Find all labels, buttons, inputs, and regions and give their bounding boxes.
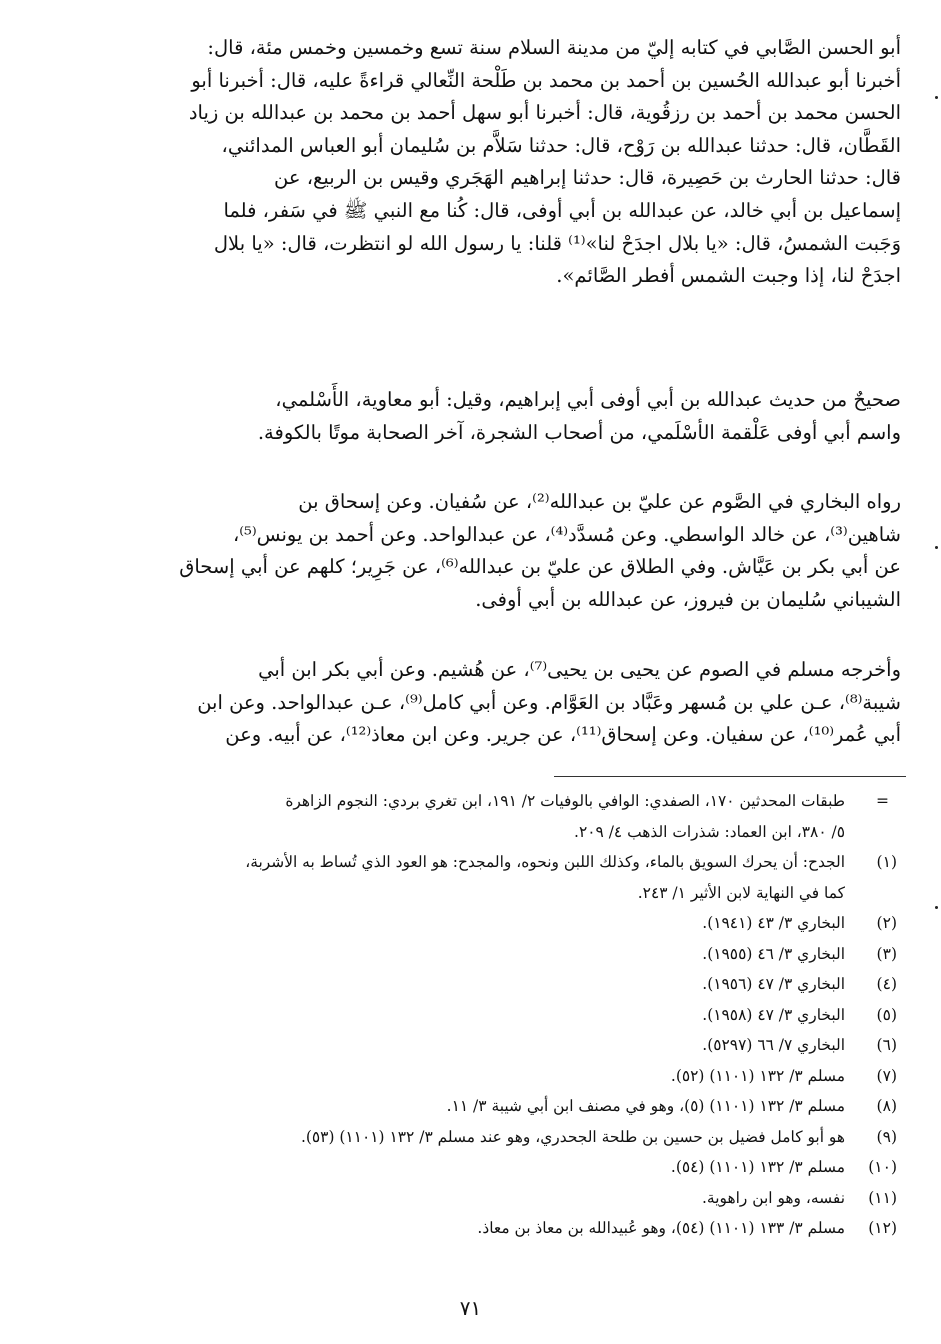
footnote-item — [60, 908, 901, 939]
footnote-text: الجدح: أن يحرك السويق بالماء، وكذلك اللبن ونحوه، والمجدح: هو العود الذي تُساط به الأشربة، — [245, 853, 845, 871]
footnote-item — [60, 1152, 901, 1183]
text-line: عن أبي بكر بن عَيَّاش. وفي الطلاق عن عليّ بن عبدالله⁽⁶⁾، عن جَرِير؛ كلهم عن أبي إسحاق — [179, 555, 901, 579]
paragraph-grading — [95, 384, 901, 449]
footnote-text: نفسه، وهو ابن راهوية. — [702, 1188, 845, 1207]
footnote-text: كما في النهاية لابن الأثير ١/ ٢٤٣. — [637, 883, 845, 902]
scan-speck — [935, 546, 938, 549]
footnote-number: (٣) — [876, 944, 897, 963]
footnote-item — [60, 1061, 901, 1092]
footnote-number: (٩) — [876, 1127, 897, 1146]
footnote-item — [60, 969, 901, 1000]
footnote-text: هو أبو كامل فضيل بن حسين بن طلحة الجحدري، وهو عند مسلم ٣/ ١٣٢ (١١٠١) (٥٣). — [300, 1127, 845, 1146]
footnote-text: البخاري ٣/ ٤٧ (١٩٥٦). — [702, 975, 845, 993]
text-line: الشيباني سُليمان بن فيروز، عن عبدالله بن أبي أوفى. — [475, 587, 901, 611]
text-line: صحيحٌ من حديث عبدالله بن أبي أوفى أبي إبراهيم، وقيل: أبو معاوية، الأَسْلمي، — [275, 388, 901, 411]
footnote-number: (١٠) — [868, 1158, 897, 1176]
footnote-number: (٦) — [876, 1036, 897, 1054]
text-line: الحسن محمد بن أحمد بن رزقُوية، قال: أخبرنا أبو سهل أحمد بن محمد بن عبدالله بن زياد — [188, 101, 901, 125]
footnote-text: البخاري ٣/ ٤٣ (١٩٤١). — [702, 914, 845, 932]
footnote-text: البخاري ٧/ ٦٦ (٥٢٩٧). — [702, 1036, 845, 1054]
text-line: واسم أبي أوفى عَلْقمة الأسْلَمي، من أصحاب الشجرة، آخر الصحابة موتًا بالكوفة. — [257, 420, 901, 444]
footnote-separator — [554, 776, 906, 777]
footnote-number: (١١) — [868, 1188, 897, 1207]
footnote-item — [60, 1183, 901, 1214]
footnote-text: مسلم ٣/ ١٣٣ (١١٠١) (٥٤)، وهو عُبيدالله بن معاذ بن معاذ. — [477, 1219, 845, 1237]
text-line: أبي عُمر⁽¹⁰⁾، عن سفيان. وعن إسحاق⁽¹¹⁾، عن جرير. وعن ابن معاذ⁽¹²⁾، عن أبيه. وعن — [225, 723, 901, 747]
paragraph-isnad — [95, 32, 901, 293]
footnote-number: (١) — [876, 853, 897, 871]
text-line: قال: حدثنا الحارث بن حَصِيرة، قال: حدثنا إبراهيم الهَجَري وقيس بن الربيع، عن — [274, 166, 901, 190]
footnote-item — [60, 939, 901, 970]
text-line: رواه البخاري في الصَّوم عن عليّ بن عبدالله⁽²⁾، عن سُفيان. وعن إسحاق بن — [298, 490, 901, 513]
footnote-text: طبقات المحدثين ١٧٠، الصفدي: الوافي بالوفيات ٢/ ١٩١، ابن تغري بردي: النجوم الزاهرة — [285, 792, 845, 810]
footnote-text: مسلم ٣/ ١٣٢ (١١٠١) (٥٤). — [670, 1158, 845, 1176]
footnote-continuation — [60, 786, 901, 847]
footnote-number: (١٢) — [868, 1219, 897, 1237]
footnote-text: البخاري ٣/ ٤٦ (١٩٥٥). — [702, 944, 845, 963]
footnotes-section — [60, 786, 901, 1244]
text-line: شيبة⁽⁸⁾، عـن علي بن مُسهر وعَبَّاد بن العَوَّام. وعن أبي كامل⁽⁹⁾، عـن عبدالواحد. وعن ابن — [197, 690, 901, 714]
footnote-number: (٥) — [876, 1005, 897, 1024]
text-line: اجدَحْ لنا، إذا وجبت الشمس أفطر الصَّائم». — [556, 264, 901, 288]
footnote-item — [60, 1091, 901, 1122]
page-number: ٧١ — [459, 1296, 482, 1320]
footnote-text: ٥/ ٣٨٠، ابن العماد: شذرات الذهب ٤/ ٢٠٩. — [574, 822, 845, 841]
footnote-text: البخاري ٣/ ٤٧ (١٩٥٨). — [702, 1005, 845, 1024]
text-line: وأخرجه مسلم في الصوم عن يحيى بن يحيى⁽⁷⁾، عن هُشيم. وعن أبي بكر ابن أبي — [258, 658, 901, 681]
text-line: إسماعيل بن أبي خالد، عن عبدالله بن أبي أوفى، قال: كُنا مع النبي ﷺ في سَفر، فلما — [223, 198, 901, 222]
footnote-number: (٨) — [876, 1097, 897, 1115]
scan-speck — [935, 906, 938, 909]
continuation-mark: = — [876, 792, 889, 810]
footnote-number: (٢) — [876, 914, 897, 932]
text-line: أخبرنا أبو عبدالله الحُسين بن أحمد بن محمد بن طَلْحة النِّعالي قراءةً عليه، قال: أخبرنا أبو — [191, 68, 901, 92]
scan-speck — [935, 96, 938, 99]
paragraph-muslim — [95, 654, 901, 752]
footnote-item — [60, 847, 901, 908]
footnote-text: مسلم ٣/ ١٣٢ (١١٠١) (٥)، وهو في مصنف ابن أبي شيبة ٣/ ١١. — [446, 1097, 845, 1115]
footnote-number: (٧) — [876, 1066, 897, 1085]
text-line: وَجَبت الشمسُ، قال: «يا بلال اجدَحْ لنا»⁽¹⁾ قلنا: يا رسول الله لو انتظرت، قال: «يا بلال — [213, 231, 901, 255]
footnote-item — [60, 1000, 901, 1031]
footnote-item — [60, 1030, 901, 1061]
footnote-text: مسلم ٣/ ١٣٢ (١١٠١) (٥٢). — [670, 1066, 845, 1085]
footnote-number: (٤) — [876, 975, 897, 993]
footnote-item — [60, 1213, 901, 1244]
text-line: القَطَّان، قال: حدثنا عبدالله بن رَوْح، قال: حدثنا سَلاَّم بن سُليمان أبو العباس المدائني، — [221, 133, 901, 157]
text-line: شاهين⁽³⁾، عن خالد الواسطي. وعن مُسدَّد⁽⁴⁾، عن عبدالواحد. وعن أحمد بن يونس⁽⁵⁾، — [232, 522, 901, 546]
text-line: أبو الحسن الصَّابي في كتابه إليّ من مدينة السلام سنة تسع وخمسين وخمس مئة، قال: — [207, 36, 901, 59]
paragraph-bukhari — [95, 486, 901, 616]
footnote-item — [60, 1122, 901, 1153]
